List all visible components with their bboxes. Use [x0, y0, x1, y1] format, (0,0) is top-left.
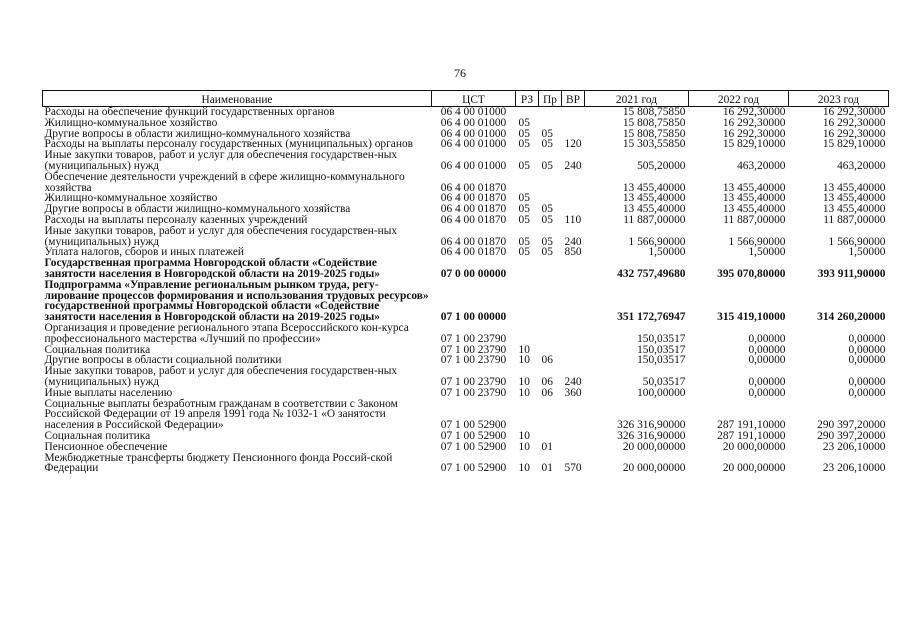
row-value-2021: 1,50000	[648, 246, 686, 259]
row-name: Другие вопросы в области жилищно-коммунального хозяйства	[44, 203, 351, 216]
row-name: Иные закупки товаров, работ и услуг для обеспечения государствен-ных (муниципальных) нужд	[44, 149, 398, 172]
row-name: Организация и проведение регионального этапа Всероссийского кон-курса профессионального мастерства «Лучший по профессии»	[44, 321, 409, 345]
row-pr: 05	[541, 159, 553, 172]
row-value-2022: 287 191,10000	[717, 419, 786, 432]
row-vr	[562, 355, 585, 366]
row-name: Государственная программа Новгородской области «Содействие занятости населения в Новгородской области на 2019-2025 годы»	[44, 257, 381, 280]
header-pr: Пр	[539, 91, 562, 107]
table-row	[43, 453, 889, 475]
row-rz: 10	[518, 386, 530, 399]
row-rz: 10	[518, 375, 530, 388]
row-vr: 570	[564, 462, 582, 475]
row-name: Другие вопросы в области жилищно-коммунального хозяйства	[44, 127, 351, 140]
table-row	[43, 442, 889, 453]
row-value-2021: 13 455,40000	[622, 203, 686, 216]
table-row	[43, 366, 889, 388]
row-cst: 07 0 00 00000	[440, 267, 507, 280]
row-value-2023: 13 455,40000	[822, 181, 886, 194]
row-vr: 120	[564, 138, 582, 151]
row-value-2021: 11 887,00000	[623, 213, 686, 226]
row-value-2023: 0,00000	[848, 354, 886, 367]
row-vr	[562, 345, 585, 356]
row-value-2022: 16 292,30000	[722, 116, 786, 129]
row-cst: 07 1 00 23790	[440, 343, 507, 356]
budget-table	[42, 90, 889, 474]
row-name: Жилищно-коммунальное хозяйство	[44, 192, 218, 205]
row-value-2023: 290 397,20000	[817, 419, 886, 432]
row-vr	[562, 280, 585, 323]
row-value-2022: 13 455,40000	[722, 192, 786, 205]
row-value-2023: 11 887,00000	[823, 213, 886, 226]
row-rz: 10	[518, 429, 530, 442]
row-rz: 10	[518, 462, 530, 475]
row-name: Расходы на выплаты персоналу казенных учреждений	[44, 213, 308, 226]
row-rz	[516, 280, 539, 323]
row-cst: 07 1 00 23790	[440, 375, 507, 388]
page-number: 76	[454, 66, 466, 80]
row-pr	[539, 118, 562, 129]
table-body	[43, 107, 889, 475]
row-rz: 10	[518, 343, 530, 356]
table-row	[43, 150, 889, 172]
row-value-2022: 0,00000	[748, 375, 786, 388]
row-value-2023: 0,00000	[848, 375, 886, 388]
header-cst: ЦСТ	[432, 91, 516, 107]
row-pr: 05	[541, 213, 553, 226]
row-vr	[562, 442, 585, 453]
table-row	[43, 226, 889, 248]
row-value-2021: 20 000,00000	[622, 462, 686, 475]
header-vr: ВР	[562, 91, 585, 107]
row-pr: 05	[541, 235, 553, 248]
row-value-2023: 13 455,40000	[822, 192, 886, 205]
table-row	[43, 172, 889, 194]
row-value-2021: 20 000,00000	[622, 440, 686, 453]
row-name: Иные выплаты населению	[44, 386, 173, 399]
row-cst: 06 4 00 01000	[440, 159, 507, 172]
row-pr	[539, 107, 562, 118]
row-vr: 240	[564, 159, 582, 172]
row-value-2023: 0,00000	[848, 332, 886, 345]
row-pr: 06	[541, 386, 553, 399]
row-cst: 07 1 00 52900	[440, 429, 507, 442]
row-name: Другие вопросы в области социальной политики	[44, 354, 282, 367]
row-name: Пенсионное обеспечение	[44, 440, 168, 453]
row-vr: 240	[564, 375, 582, 388]
row-pr	[539, 323, 562, 345]
row-cst: 06 4 00 01870	[440, 213, 507, 226]
row-rz: 05	[518, 116, 530, 129]
row-value-2021: 326 316,90000	[617, 419, 686, 432]
row-rz: 05	[518, 138, 530, 151]
table-row	[43, 388, 889, 399]
row-name: Социальная политика	[44, 429, 151, 442]
row-name: Расходы на выплаты персоналу государственных (муниципальных) органов	[44, 138, 414, 151]
row-vr	[562, 399, 585, 431]
row-value-2021: 13 455,40000	[622, 181, 686, 194]
row-value-2022: 11 887,00000	[723, 213, 786, 226]
row-cst: 07 1 00 23790	[440, 332, 507, 345]
row-value-2021: 150,03517	[637, 332, 686, 345]
row-value-2023: 0,00000	[848, 343, 886, 356]
row-value-2023: 463,20000	[837, 159, 886, 172]
row-pr	[539, 172, 562, 194]
row-pr: 05	[541, 138, 553, 151]
row-value-2021: 150,03517	[637, 354, 686, 367]
row-vr	[562, 323, 585, 345]
row-cst: 06 4 00 01870	[440, 203, 507, 216]
row-pr	[539, 399, 562, 431]
row-value-2023: 393 911,90000	[817, 267, 886, 280]
row-value-2021: 505,20000	[637, 159, 686, 172]
row-cst: 06 4 00 01000	[440, 116, 507, 129]
row-value-2023: 0,00000	[848, 386, 886, 399]
table-row	[43, 118, 889, 129]
row-value-2022: 16 292,30000	[722, 127, 786, 140]
row-value-2022: 315 419,10000	[717, 311, 786, 324]
row-vr	[562, 107, 585, 118]
header-2021: 2021 год	[585, 91, 689, 107]
row-vr	[562, 118, 585, 129]
row-value-2021: 351 172,76947	[617, 311, 686, 324]
row-name: Расходы на обеспечение функций государственных органов	[44, 106, 335, 118]
row-value-2021: 326 316,90000	[617, 429, 686, 442]
row-value-2021: 100,00000	[637, 386, 686, 399]
header-name: Наименование	[43, 91, 432, 107]
row-value-2021: 50,03517	[642, 375, 686, 388]
row-pr	[539, 280, 562, 323]
row-vr	[562, 258, 585, 280]
row-pr	[539, 258, 562, 280]
row-rz: 05	[518, 213, 530, 226]
row-rz	[516, 172, 539, 194]
row-rz	[516, 399, 539, 431]
row-value-2022: 15 829,10000	[722, 138, 786, 151]
row-rz: 10	[518, 354, 530, 367]
row-value-2022: 13 455,40000	[722, 181, 786, 194]
row-vr: 240	[564, 235, 582, 248]
row-value-2022: 287 191,10000	[717, 429, 786, 442]
row-value-2023: 290 397,20000	[817, 429, 886, 442]
row-name: Обеспечение деятельности учреждений в сфере жилищно-коммунального хозяйства	[44, 170, 405, 194]
row-rz	[516, 323, 539, 345]
row-vr	[562, 193, 585, 204]
row-cst: 06 4 00 01870	[440, 181, 507, 194]
row-cst: 07 1 00 23790	[440, 386, 507, 399]
row-name: Жилищно-коммунальное хозяйство	[44, 116, 218, 129]
row-rz: 05	[518, 235, 530, 248]
row-name: Иные закупки товаров, работ и услуг для обеспечения государствен-ных (муниципальных) нужд	[44, 224, 398, 248]
row-vr: 360	[564, 386, 582, 399]
row-value-2021: 1 566,90000	[628, 235, 686, 248]
row-value-2021: 15 808,75850	[622, 116, 686, 129]
row-pr: 05	[541, 246, 553, 259]
row-rz: 05	[518, 127, 530, 140]
row-cst: 07 1 00 52900	[440, 440, 507, 453]
row-value-2022: 463,20000	[737, 159, 786, 172]
row-value-2023: 1 566,90000	[828, 235, 886, 248]
row-value-2022: 20 000,00000	[722, 440, 786, 453]
row-rz: 05	[518, 246, 530, 259]
row-cst: 07 1 00 00000	[440, 311, 507, 324]
row-cst: 07 1 00 23790	[440, 354, 507, 367]
header-2022: 2022 год	[689, 91, 789, 107]
row-vr	[562, 172, 585, 194]
row-value-2022: 0,00000	[748, 354, 786, 367]
row-name: Уплата налогов, сборов и иных платежей	[44, 246, 244, 259]
table-header-row	[43, 91, 889, 107]
row-rz: 10	[518, 440, 530, 453]
row-vr: 850	[564, 246, 582, 259]
row-rz: 05	[518, 203, 530, 216]
row-value-2023: 23 206,10000	[822, 440, 886, 453]
row-value-2023: 314 260,20000	[817, 311, 886, 324]
row-cst: 06 4 00 01870	[440, 192, 507, 205]
row-value-2021: 15 808,75850	[622, 127, 686, 140]
row-value-2023: 13 455,40000	[822, 203, 886, 216]
row-value-2023: 16 292,30000	[822, 116, 886, 129]
row-cst: 07 1 00 52900	[440, 462, 507, 475]
row-pr: 01	[541, 462, 553, 475]
row-name: Подпрограмма «Управление региональным рынком труда, регу-лирование процессов формирования и использования трудовых ресурсов» государственной программы Новгородской области «Содействие занятости населения в Новгородской области на 2019-2025 годы»	[44, 278, 429, 324]
row-name: Социальные выплаты безработным гражданам в соответствии с Законом Российской Федерации от 19 апреля 1991 года № 1032-1 «О занятости населения в Российской Федерации»	[44, 397, 398, 432]
header-rz: РЗ	[516, 91, 539, 107]
row-value-2023: 15 829,10000	[822, 138, 886, 151]
row-value-2023: 16 292,30000	[822, 127, 886, 140]
row-name: Социальная политика	[44, 343, 151, 356]
row-value-2022: 395 070,80000	[717, 267, 786, 280]
row-value-2023: 1,50000	[848, 246, 886, 259]
row-value-2023: 23 206,10000	[822, 462, 886, 475]
row-value-2022: 1,50000	[748, 246, 786, 259]
row-value-2022: 0,00000	[748, 386, 786, 399]
row-pr: 05	[541, 127, 553, 140]
row-cst: 06 4 00 01000	[440, 127, 507, 140]
row-vr	[562, 431, 585, 442]
header-2023: 2023 год	[789, 91, 889, 107]
table-row	[43, 399, 889, 431]
row-value-2022: 0,00000	[748, 343, 786, 356]
row-pr: 05	[541, 203, 553, 216]
row-value-2022: 0,00000	[748, 332, 786, 345]
row-name: Иные закупки товаров, работ и услуг для обеспечения государствен-ных (муниципальных) нужд	[44, 365, 398, 388]
row-rz: 05	[518, 159, 530, 172]
row-pr: 01	[541, 440, 553, 453]
row-rz	[516, 258, 539, 280]
table-row	[43, 258, 889, 280]
row-vr: 110	[564, 213, 582, 226]
row-value-2022: 13 455,40000	[722, 203, 786, 216]
row-cst: 07 1 00 52900	[440, 419, 507, 432]
row-value-2021: 150,03517	[637, 343, 686, 356]
row-pr: 06	[541, 375, 553, 388]
row-cst: 06 4 00 01000	[440, 106, 507, 118]
row-cst: 06 4 00 01870	[440, 235, 507, 248]
row-value-2021: 15 808,75850	[622, 106, 686, 118]
row-value-2022: 20 000,00000	[722, 462, 786, 475]
row-name: Межбюджетные трансферты бюджету Пенсионного фонда Россий-ской Федерации	[44, 451, 393, 475]
row-value-2021: 432 757,49680	[617, 267, 686, 280]
row-value-2022: 1 566,90000	[728, 235, 786, 248]
table-row	[43, 323, 889, 345]
row-value-2021: 13 455,40000	[622, 192, 686, 205]
row-pr: 06	[541, 354, 553, 367]
table-row	[43, 280, 889, 323]
row-cst: 06 4 00 01870	[440, 246, 507, 259]
row-value-2022: 16 292,30000	[722, 106, 786, 118]
row-value-2023: 16 292,30000	[822, 106, 886, 118]
row-value-2021: 15 303,55850	[622, 138, 686, 151]
row-cst: 06 4 00 01000	[440, 138, 507, 151]
row-rz: 05	[518, 192, 530, 205]
